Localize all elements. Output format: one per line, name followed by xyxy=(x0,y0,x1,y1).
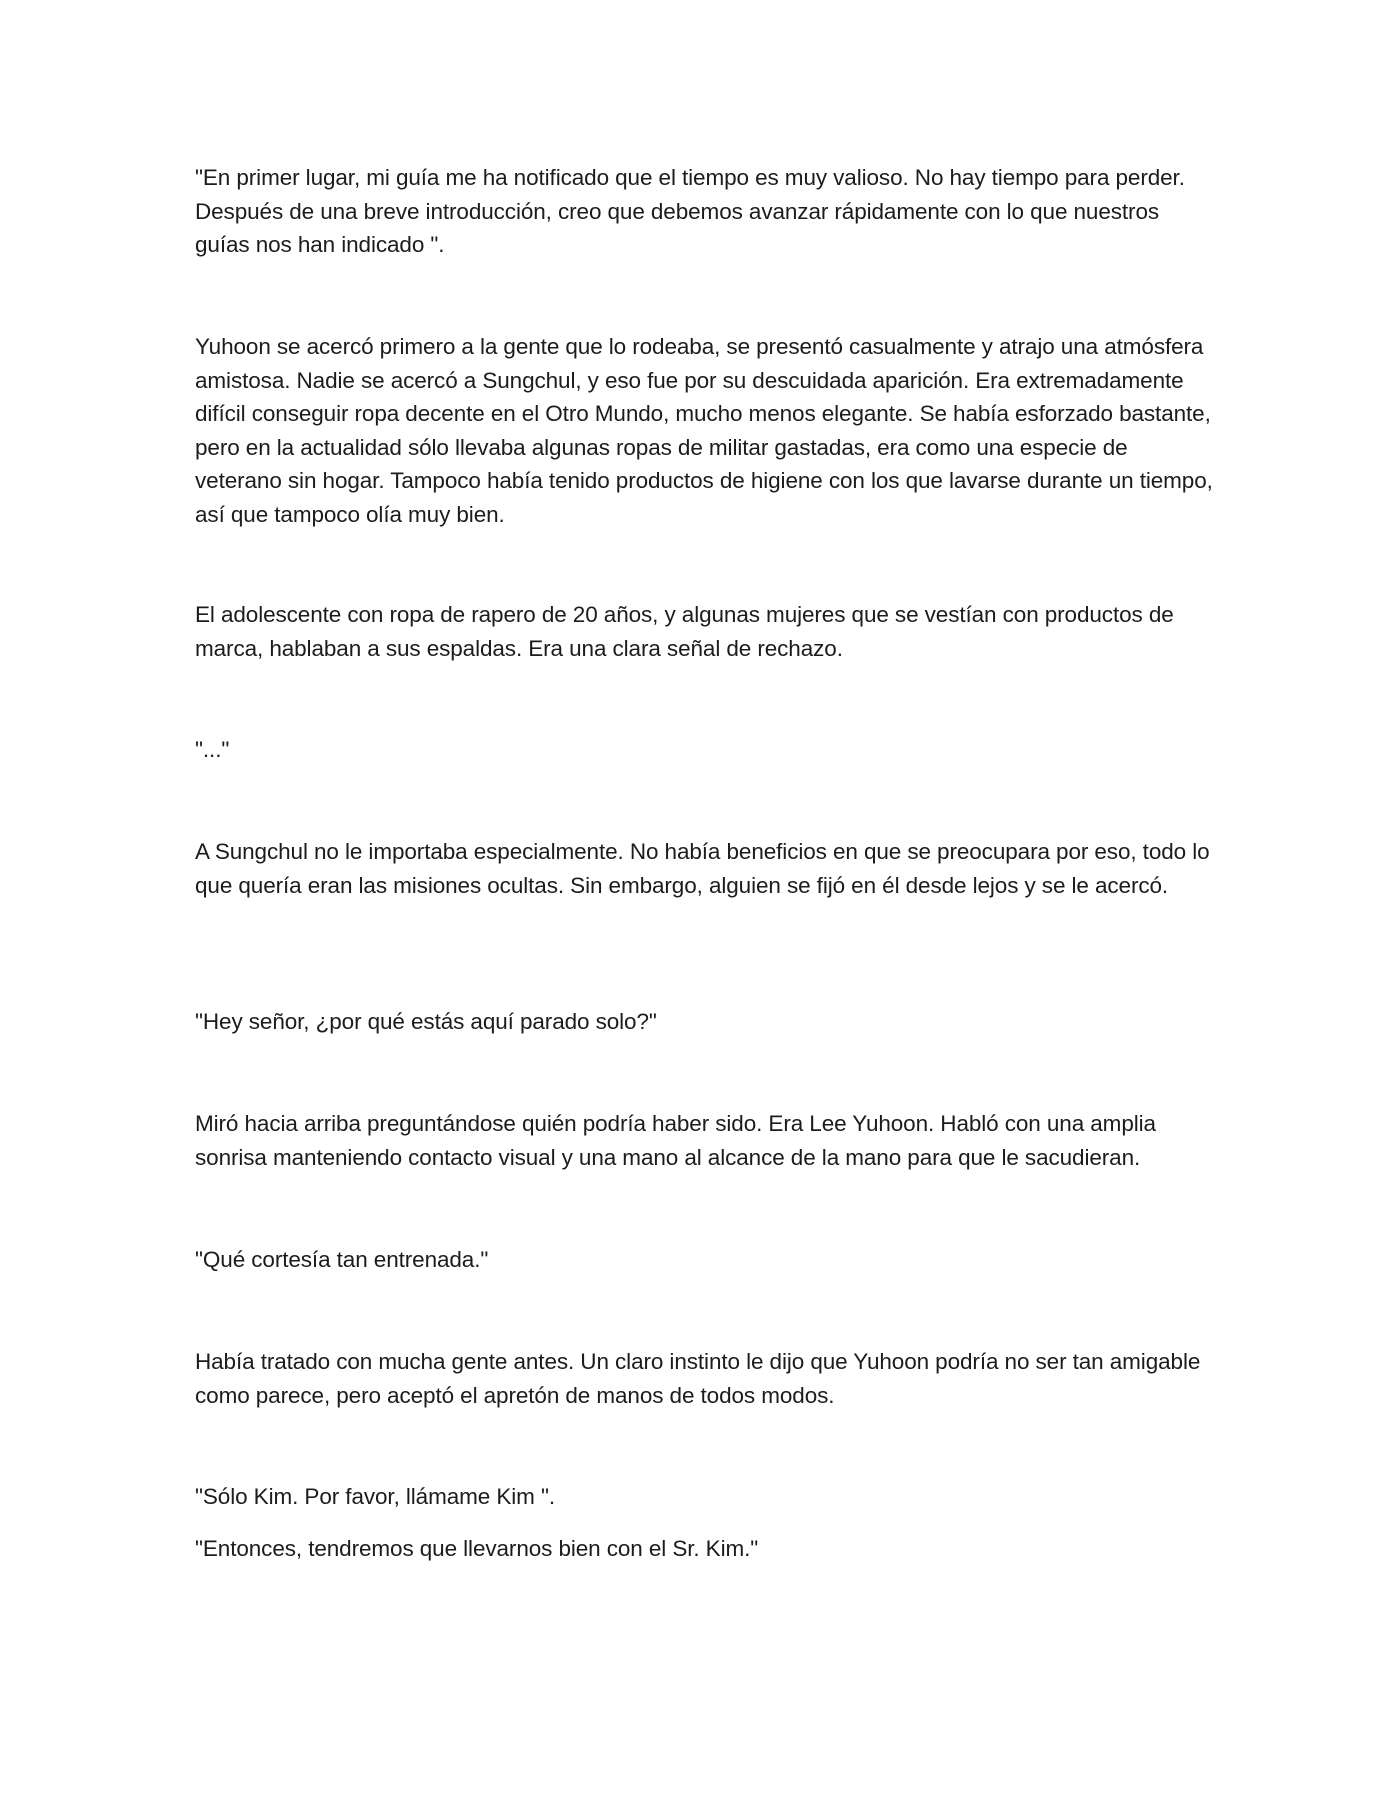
paragraph: Miró hacia arriba preguntándose quién podría haber sido. Era Lee Yuhoon. Habló con una amplia sonrisa manteniendo contacto visual y una mano al alcance de la mano para que le sacudieran. xyxy=(195,1111,1156,1170)
paragraph: "Qué cortesía tan entrenada." xyxy=(195,1247,489,1272)
paragraph: "Hey señor, ¿por qué estás aquí parado solo?" xyxy=(195,1009,657,1034)
paragraph: "Entonces, tendremos que llevarnos bien con el Sr. Kim." xyxy=(195,1536,759,1561)
paragraph: A Sungchul no le importaba especialmente. No había beneficios en que se preocupara por eso, todo lo que quería eran las misiones ocultas. Sin embargo, alguien se fijó en él desde lejos y se le acercó. xyxy=(195,839,1210,898)
paragraph: "En primer lugar, mi guía me ha notificado que el tiempo es muy valioso. No hay tiempo para perder. Después de una breve introducción, creo que debemos avanzar rápidamente con lo que nuestros guías nos han indicado ". xyxy=(195,165,1185,257)
paragraph: "..." xyxy=(195,737,230,762)
paragraph: Había tratado con mucha gente antes. Un claro instinto le dijo que Yuhoon podría no ser tan amigable como parece, pero aceptó el apretón de manos de todos modos. xyxy=(195,1349,1201,1408)
paragraph: Yuhoon se acercó primero a la gente que lo rodeaba, se presentó casualmente y atrajo una atmósfera amistosa. Nadie se acercó a Sungchul, y eso fue por su descuidada aparición. Era extremadamente difícil conseguir ropa decente en el Otro Mundo, mucho menos elegante. Se había esforzado bastante, pero en la actualidad sólo llevaba algunas ropas de militar gastadas, era como una especie de veterano sin hogar. Tampoco había tenido productos de higiene con los que lavarse durante un tiempo, así que tampoco olía muy bien. xyxy=(195,334,1213,527)
paragraph: "Sólo Kim. Por favor, llámame Kim ". xyxy=(195,1484,555,1509)
paragraph: El adolescente con ropa de rapero de 20 años, y algunas mujeres que se vestían con productos de marca, hablaban a sus espaldas. Era una clara señal de rechazo. xyxy=(195,602,1174,661)
